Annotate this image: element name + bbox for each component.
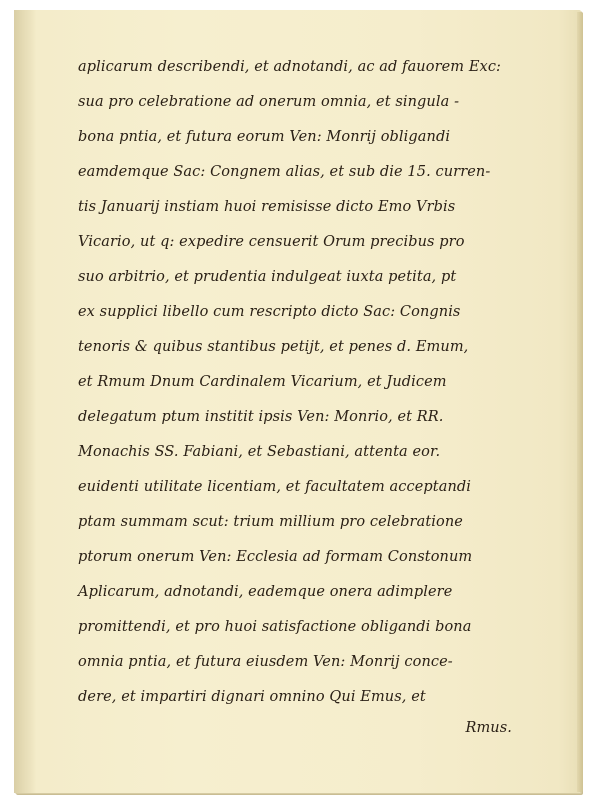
text-line: Aplicarum, adnotandi, eademque onera adimplere — [78, 584, 453, 600]
text-line: suo arbitrio, et prudentia indulgeat iuxta petita, pt — [78, 269, 457, 285]
text-line: Monachis SS. Fabiani, et Sebastiani, attenta eor. — [78, 444, 441, 460]
handwritten-text-block — [78, 50, 548, 741]
text-line: delegatum ptum institit ipsis Ven: Monrio, et RR. — [78, 409, 444, 425]
text-line: ptam summam scut: trium millium pro celebratione — [78, 514, 463, 530]
text-line: promittendi, et pro huoi satisfactione obligandi bona — [78, 619, 472, 635]
page-gutter-shadow — [14, 10, 36, 793]
text-line: tenoris & quibus stantibus petijt, et penes d. Emum, — [78, 339, 469, 355]
text-line: euidenti utilitate licentiam, et facultatem acceptandi — [78, 479, 472, 495]
text-line: dere, et impartiri dignari omnino Qui Emus, et — [78, 689, 426, 705]
catchword: Rmus. — [465, 720, 512, 736]
text-line: Vicario, ut q: expedire censuerit Orum precibus pro — [78, 234, 465, 250]
text-line: eamdemque Sac: Congnem alias, et sub die 15. curren- — [78, 164, 491, 180]
text-line: tis Januarij instiam huoi remisisse dicto Emo Vrbis — [78, 199, 456, 215]
text-line: aplicarum describendi, et adnotandi, ac ad fauorem Exc: — [78, 59, 502, 75]
text-line: et Rmum Dnum Cardinalem Vicarium, et Judicem — [78, 374, 447, 390]
text-line: ptorum onerum Ven: Ecclesia ad formam Constonum — [78, 549, 473, 565]
text-line: sua pro celebratione ad onerum omnia, et singula - — [78, 94, 460, 110]
text-line: omnia pntia, et futura eiusdem Ven: Monrij conce- — [78, 654, 453, 670]
page-edge — [577, 12, 583, 792]
text-line: ex supplici libello cum rescripto dicto Sac: Congnis — [78, 304, 461, 320]
text-line: bona pntia, et futura eorum Ven: Monrij obligandi — [78, 129, 451, 145]
